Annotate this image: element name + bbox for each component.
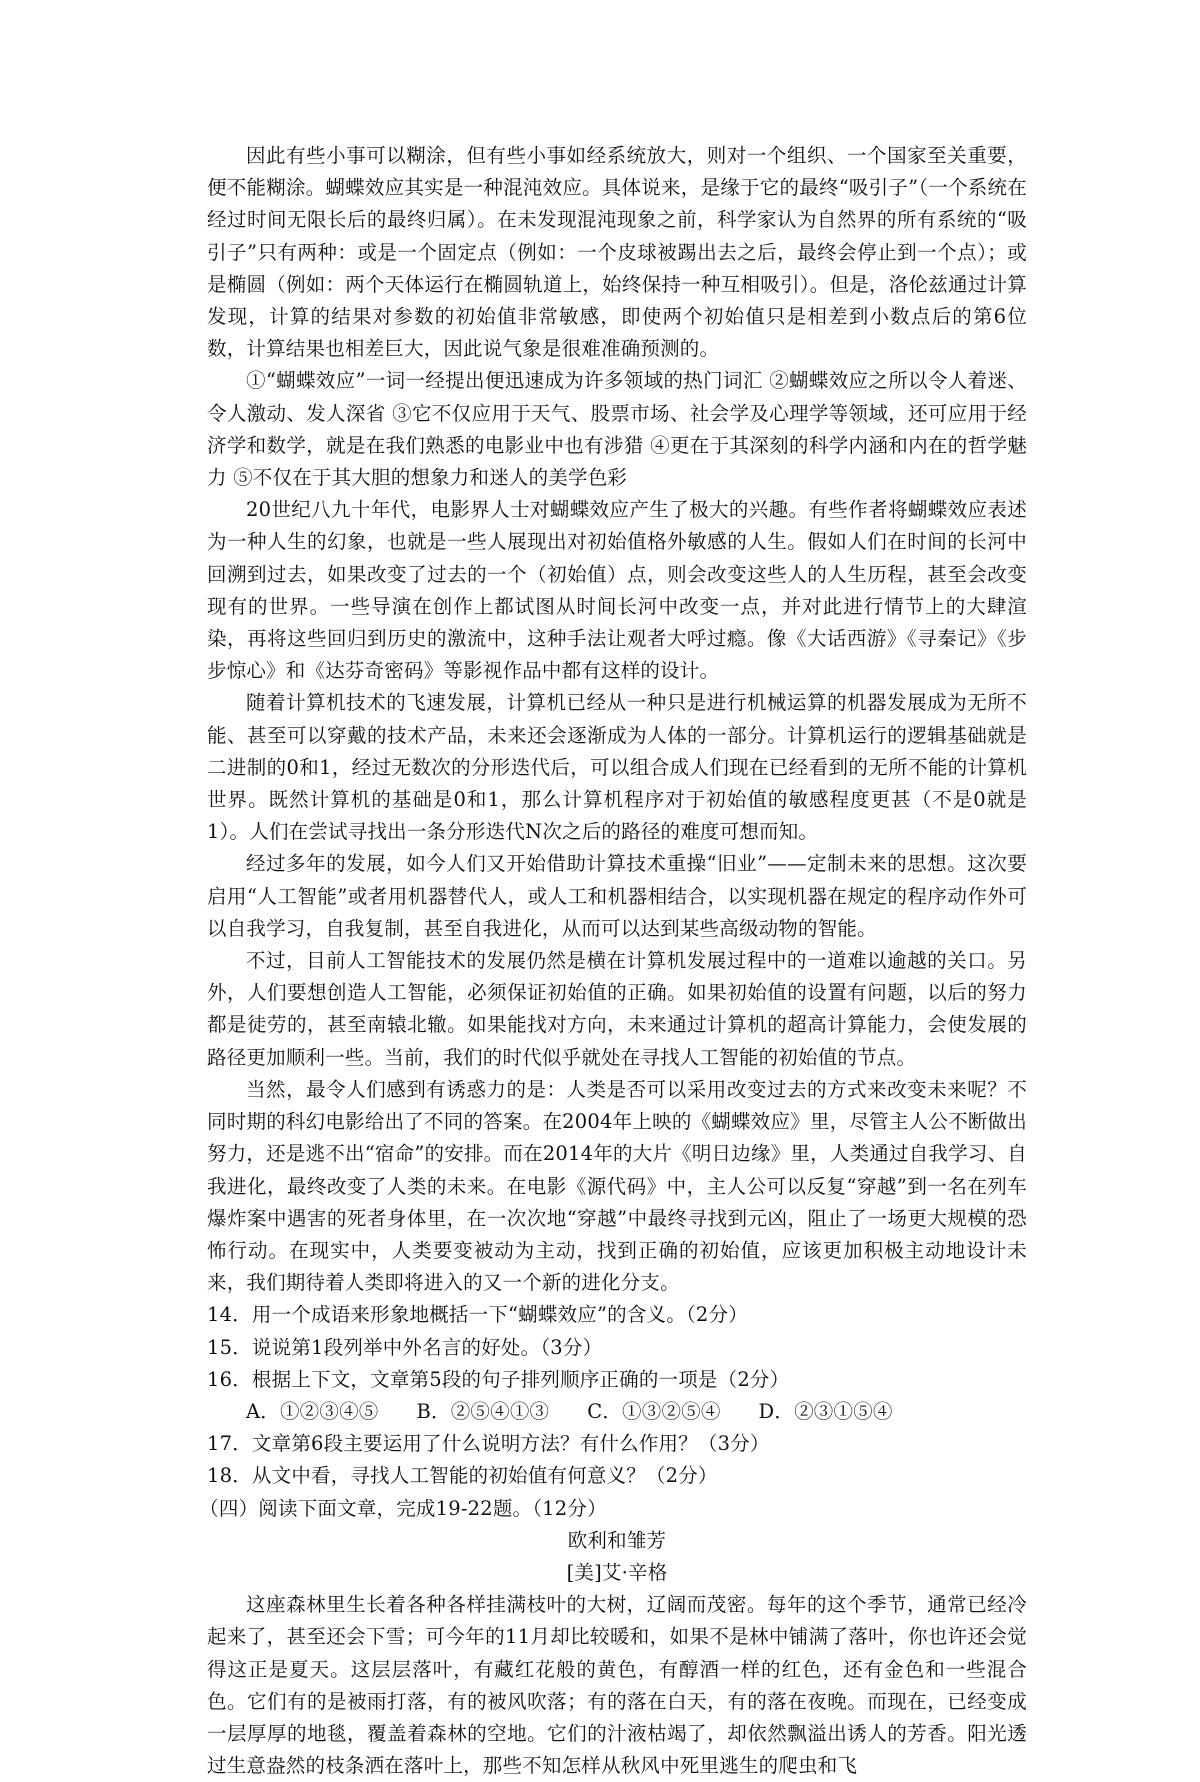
passage-paragraph-3: 20世纪八九十年代，电影界人士对蝴蝶效应产生了极大的兴趣。有些作者将蝴蝶效应表述为一种人生的幻象，也就是一些人展现出对初始值格外敏感的人生。假如人们在时间的长河中回溯到过去，如果改变了过去的一个（初始值）点，则会改变这些人的人生历程，甚至会改变现有的世界。一些导演在创作上都试图从时间长河中改变一点，并对此进行情节上的大肆渲染，再将这些回归到历史的激流中，这种手法让观者大呼过瘾。像《大话西游》《寻秦记》《步步惊心》和《达芬奇密码》等影视作品中都有这样的设计。: [207, 498, 1027, 683]
question-16-options: [207, 1396, 1027, 1428]
passage-paragraph-5: 经过多年的发展，如今人们又开始借助计算技术重操“旧业”——定制未来的思想。这次要启用“人工智能”或者用机器替代人，或人工和机器相结合，以实现机器在规定的程序动作外可以自我学习，自我复制，甚至自我进化，从而可以达到某些高级动物的智能。: [207, 852, 1027, 940]
passage-paragraph-6: 不过，目前人工智能技术的发展仍然是横在计算机发展过程中的一道难以逾越的关口。另外，人们要想创造人工智能，必须保证初始值的正确。如果初始值的设置有问题，以后的努力都是徒劳的，甚至南辕北辙。如果能找对方向，未来通过计算机的超高计算能力，会使发展的路径更加顺利一些。当前，我们的时代似乎就处在寻找人工智能的初始值的节点。: [207, 949, 1027, 1069]
question-16: 16．根据上下文，文章第5段的句子排列顺序正确的一项是（2分）: [207, 1367, 790, 1391]
story-title: 欧利和雏芳: [567, 1528, 667, 1552]
passage-paragraph-sentence-order: ①“蝴蝶效应”一词一经提出便迅速成为许多领域的热门词汇 ②蝴蝶效应之所以令人着迷、令人激动、发人深省 ③它不仅应用于天气、股票市场、社会学及心理学等领域，还可应用于经济学和数学，就是在我们熟悉的电影业中也有涉猎 ④更在于其深刻的科学内涵和内在的哲学魅力 ⑤不仅在于其大胆的想象力和迷人的美学色彩: [207, 369, 1027, 490]
passage-paragraph-4: 随着计算机技术的飞速发展，计算机已经从一种只是进行机械运算的机器发展成为无所不能、甚至可以穿戴的技术产品，未来还会逐渐成为人体的一部分。计算机运行的逻辑基础就是二进制的0和1，经过无数次的分形迭代后，可以组合成人们现在已经看到的无所不能的计算机世界。既然计算机的基础是0和1，那么计算机程序对于初始值的敏感程度更甚（不是0就是1）。人们在尝试寻找出一条分形迭代N次之后的路径的难度可想而知。: [207, 691, 1027, 844]
option-b: B．②⑤④①③: [416, 1399, 550, 1423]
question-18: 18．从文中看，寻找人工智能的初始值有何意义？（2分）: [207, 1464, 718, 1488]
story-paragraph-1: 这座森林里生长着各种各样挂满枝叶的大树，辽阔而茂密。每年的这个季节，通常已经冷起来了，甚至还会下雪；可今年的11月却比较暖和，如果不是林中铺满了落叶，你也许还会觉得这正是夏天。这层层落叶，有藏红花般的黄色，有醇酒一样的红色，还有金色和一些混合色。它们有的是被雨打落，有的被风吹落；有的落在白天，有的落在夜晚。而现在，已经变成一层厚厚的地毯，覆盖着森林的空地。它们的汁液枯竭了，却依然飘溢出诱人的芳香。阳光透过生意盎然的枝条洒在落叶上，那些不知怎样从秋风中死里逃生的爬虫和飞: [207, 1593, 1027, 1778]
document-body: [199, 140, 1027, 1782]
section-4-heading: （四）阅读下面文章，完成19-22题。（12分）: [199, 1496, 607, 1520]
option-d: D．②③①⑤④: [758, 1399, 893, 1423]
question-17: 17．文章第6段主要运用了什么说明方法？有什么作用？（3分）: [207, 1432, 770, 1456]
option-c: C．①③②⑤④: [587, 1399, 721, 1423]
passage-paragraph-7: 当然，最令人们感到有诱惑力的是：人类是否可以采用改变过去的方式来改变未来呢？不同时期的科幻电影给出了不同的答案。在2004年上映的《蝴蝶效应》里，尽管主人公不断做出努力，还是逃不出“宿命”的安排。而在2014年的大片《明日边缘》里，人类通过自我学习、自我进化，最终改变了人类的未来。在电影《源代码》中，主人公可以反复“穿越”到一名在列车爆炸案中遇害的死者身体里，在一次次地“穿越”中最终寻找到元凶，阻止了一场更大规模的恐怖行动。在现实中，人类要变被动为主动，找到正确的初始值，应该更加积极主动地设计未来，我们期待着人类即将进入的又一个新的进化分支。: [207, 1077, 1027, 1295]
question-14: 14．用一个成语来形象地概括一下“蝴蝶效应”的含义。（2分）: [207, 1303, 748, 1327]
story-author: [美]艾·辛格: [566, 1560, 668, 1584]
passage-paragraph-1: 因此有些小事可以糊涂，但有些小事如经系统放大，则对一个组织、一个国家至关重要，便不能糊涂。蝴蝶效应其实是一种混沌效应。具体说来，是缘于它的最终“吸引子”（一个系统在经过时间无限长后的最终归属）。在未发现混沌现象之前，科学家认为自然界的所有系统的“吸引子”只有两种：或是一个固定点（例如：一个皮球被踢出去之后，最终会停止到一个点）；或是椭圆（例如：两个天体运行在椭圆轨道上，始终保持一种互相吸引）。但是，洛伦兹通过计算发现，计算的结果对参数的初始值非常敏感，即使两个初始值只是相差到小数点后的第6位数，计算结果也相差巨大，因此说气象是很难准确预测的。: [207, 144, 1027, 361]
question-15: 15．说说第1段列举中外名言的好处。（3分）: [207, 1335, 603, 1359]
option-a: A．①②③④⑤: [246, 1399, 379, 1423]
